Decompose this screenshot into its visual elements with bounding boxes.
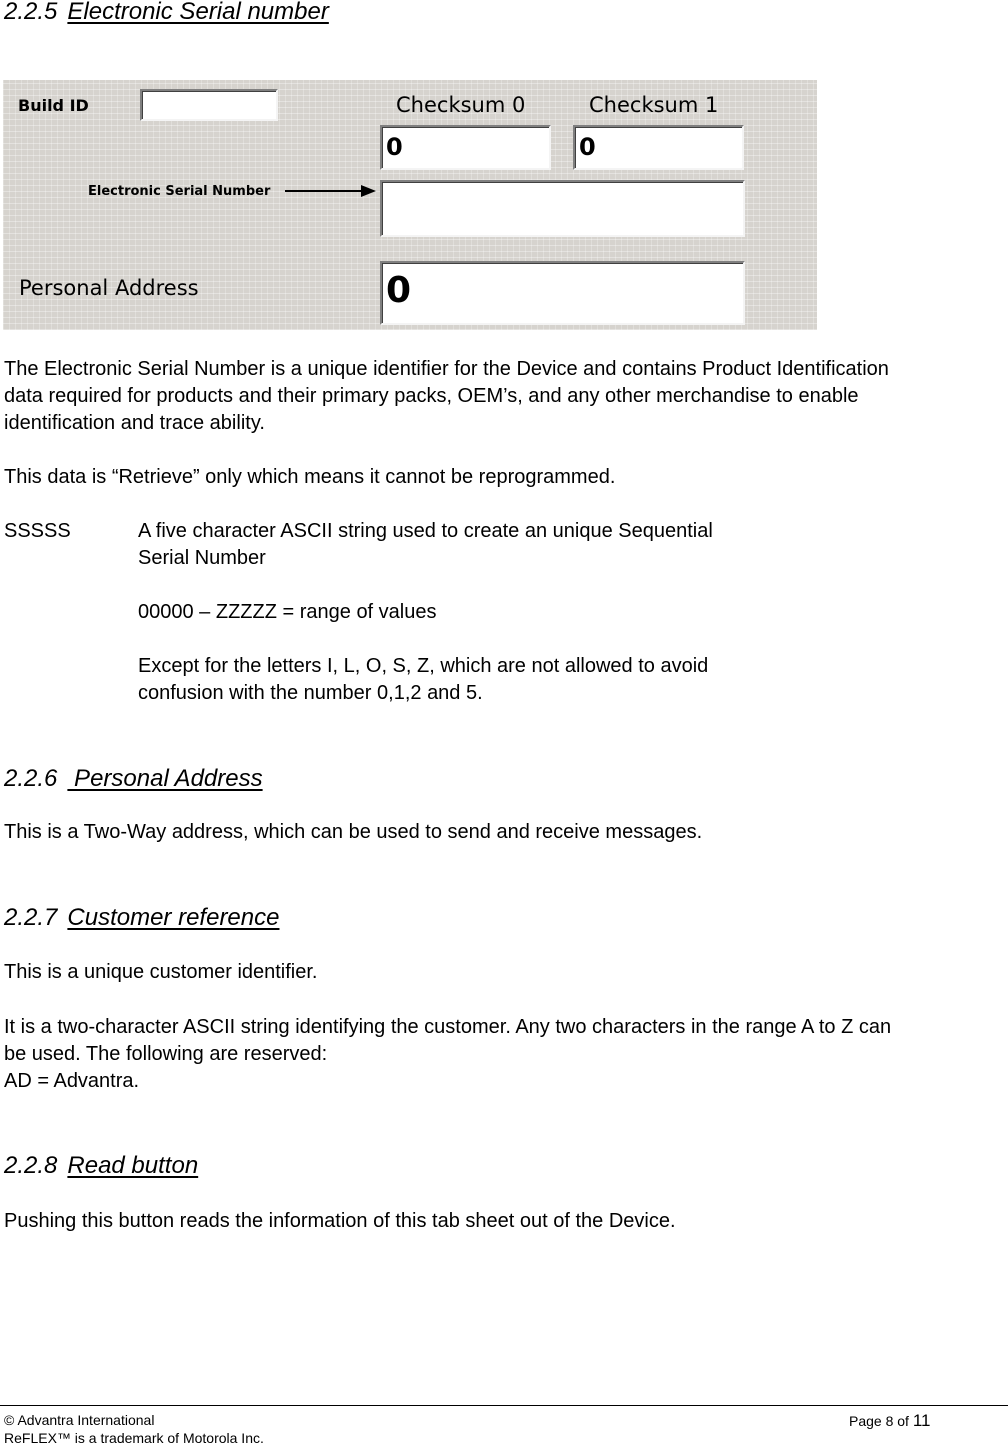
excluded-letters-note (138, 653, 998, 707)
page-prefix: Page 8 of (849, 1413, 913, 1429)
text-line: A five character ASCII string used to create an unique Sequential (138, 520, 713, 542)
retrieve-only-note: This data is “Retrieve” only which means it cannot be reprogrammed. (4, 466, 616, 488)
text-line: AD = Advantra. (4, 1070, 140, 1092)
checksum0-field[interactable]: 0 (380, 125, 551, 170)
text-line: Serial Number (138, 547, 266, 569)
text-line: The Electronic Serial Number is a unique identifier for the Device and contains Product Identification (4, 358, 889, 380)
text-line: data required for products and their primary packs, OEM’s, and any other merchandise to enable (4, 385, 859, 407)
section-title: Read button (67, 1152, 199, 1179)
arrow-right-icon (285, 184, 377, 198)
page-number (849, 1411, 930, 1431)
checksum1-label: Checksum 1 (589, 93, 719, 117)
read-button-description: Pushing this button reads the information of this tab sheet out of the Device. (4, 1210, 676, 1232)
esn-description (4, 356, 1004, 437)
footer-divider (0, 1405, 1008, 1406)
text-line: It is a two-character ASCII string identifying the customer. Any two characters in the range A to Z can (4, 1016, 892, 1038)
customer-reference-details (4, 1014, 1004, 1095)
footer-company (4, 1412, 154, 1428)
sssss-definition (138, 518, 998, 572)
section-number: 2.2.8 (4, 1152, 58, 1179)
section-title: Customer reference (67, 904, 280, 931)
section-title: Electronic Serial number (67, 0, 329, 25)
section-title: Personal Address (67, 765, 263, 792)
text-line: identification and trace ability. (4, 412, 265, 434)
section-heading-2-2-6 (4, 765, 263, 793)
text-line: Except for the letters I, L, O, S, Z, which are not allowed to avoid (138, 655, 709, 677)
esn-label: Electronic Serial Number (88, 184, 271, 199)
checksum0-label: Checksum 0 (396, 93, 526, 117)
section-number: 2.2.6 (4, 765, 58, 792)
esn-field[interactable] (380, 180, 745, 237)
section-number: 2.2.7 (4, 904, 58, 931)
personal-address-description: This is a Two-Way address, which can be used to send and receive messages. (4, 821, 703, 843)
personal-address-field[interactable]: 0 (380, 261, 745, 325)
customer-reference-description: This is a unique customer identifier. (4, 961, 318, 983)
range-of-values: 00000 – ZZZZZ = range of values (138, 601, 437, 623)
copyright-icon: © (4, 1412, 15, 1428)
page-total: 11 (912, 1411, 931, 1430)
section-number: 2.2.5 (4, 0, 58, 25)
text-line: confusion with the number 0,1,2 and 5. (138, 682, 483, 704)
device-info-panel (3, 80, 817, 330)
section-heading-2-2-8 (4, 1152, 198, 1180)
build-id-field[interactable] (140, 89, 278, 121)
build-id-label: Build ID (18, 96, 89, 115)
text-line: be used. The following are reserved: (4, 1043, 328, 1065)
footer-trademark: ReFLEX™ is a trademark of Motorola Inc. (4, 1430, 264, 1446)
section-heading-2-2-5 (4, 0, 329, 26)
sssss-term: SSSSS (4, 520, 71, 542)
personal-address-label: Personal Address (19, 276, 199, 300)
section-heading-2-2-7 (4, 904, 279, 932)
checksum1-field[interactable]: 0 (573, 125, 744, 170)
company-name: Advantra International (17, 1412, 155, 1428)
